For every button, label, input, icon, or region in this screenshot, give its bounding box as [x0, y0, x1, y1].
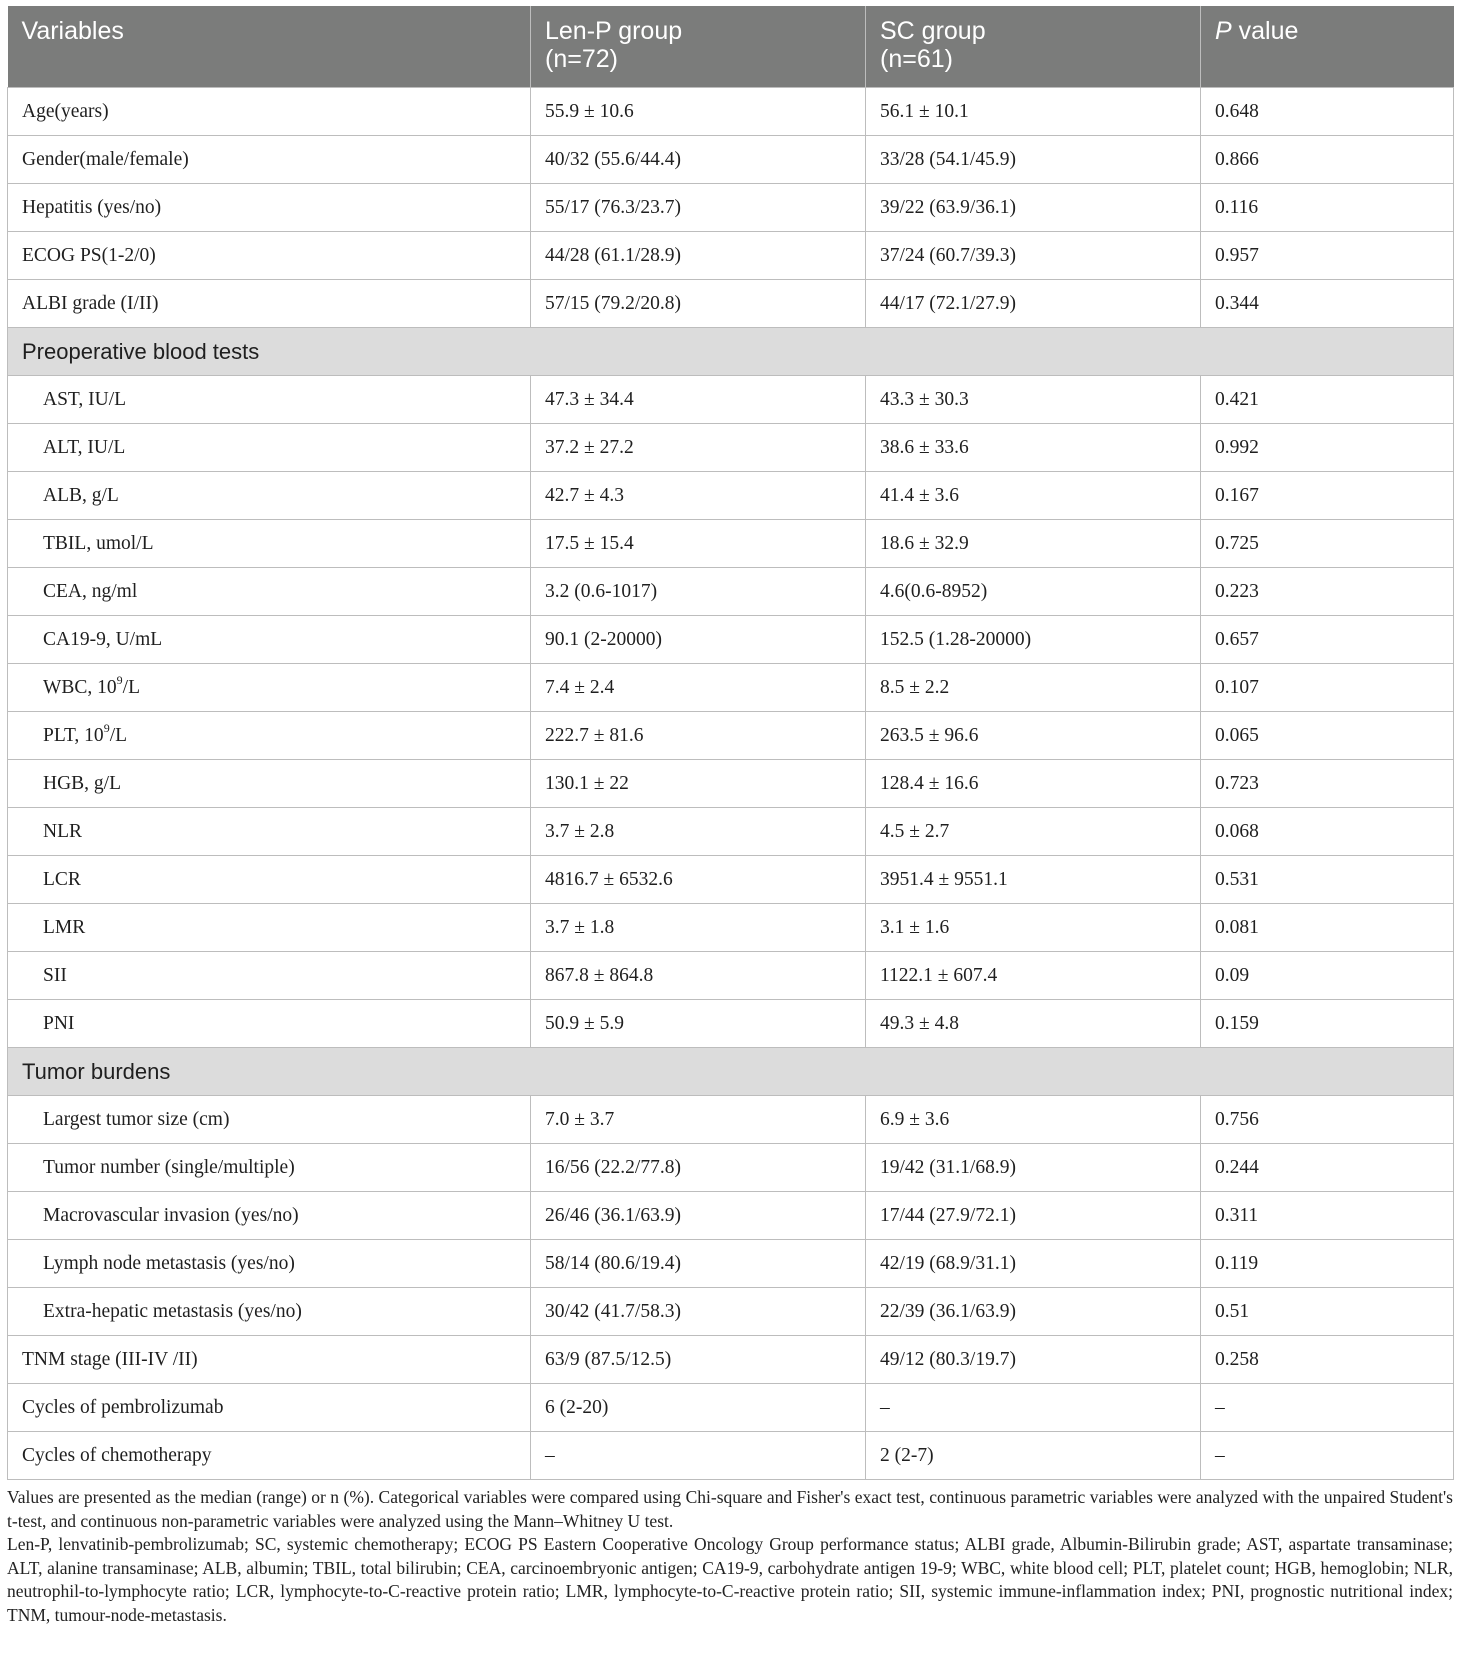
variable-label [8, 520, 531, 568]
p-value: 0.344 [1201, 280, 1454, 328]
variable-label [8, 568, 531, 616]
table-row [8, 568, 1454, 616]
lenp-value: 867.8 ± 864.8 [531, 952, 866, 1000]
table-row [8, 808, 1454, 856]
section-row [8, 328, 1454, 376]
sc-value: 8.5 ± 2.2 [866, 664, 1201, 712]
table-row [8, 1432, 1454, 1480]
sc-value: 44/17 (72.1/27.9) [866, 280, 1201, 328]
sc-value: 49/12 (80.3/19.7) [866, 1336, 1201, 1384]
table-row [8, 616, 1454, 664]
sc-value: 1122.1 ± 607.4 [866, 952, 1201, 1000]
p-value: 0.081 [1201, 904, 1454, 952]
variable-label-text: Extra-hepatic metastasis (yes/no) [43, 1300, 302, 1322]
lenp-value: 3.2 (0.6-1017) [531, 568, 866, 616]
lenp-value: 37.2 ± 27.2 [531, 424, 866, 472]
variable-label-text: Cycles of pembrolizumab [22, 1396, 224, 1418]
variable-label-text: NLR [43, 820, 82, 842]
lenp-value: 90.1 (2-20000) [531, 616, 866, 664]
header-sc-name: SC group [880, 17, 986, 45]
variable-label-text: AST, IU/L [43, 388, 127, 410]
sc-value: 6.9 ± 3.6 [866, 1096, 1201, 1144]
p-value: 0.09 [1201, 952, 1454, 1000]
variable-label [8, 1096, 531, 1144]
lenp-value: 50.9 ± 5.9 [531, 1000, 866, 1048]
variable-label-superscript: 9 [103, 721, 110, 735]
variable-label-text: ECOG PS(1-2/0) [22, 244, 156, 266]
lenp-value: 26/46 (36.1/63.9) [531, 1192, 866, 1240]
variable-label-text: Cycles of chemotherapy [22, 1444, 212, 1466]
lenp-value: 44/28 (61.1/28.9) [531, 232, 866, 280]
p-value: 0.756 [1201, 1096, 1454, 1144]
variable-label [8, 904, 531, 952]
sc-value: 42/19 (68.9/31.1) [866, 1240, 1201, 1288]
header-lenp-group [531, 6, 866, 88]
p-value: 0.725 [1201, 520, 1454, 568]
p-value: 0.065 [1201, 712, 1454, 760]
variable-label [8, 88, 531, 136]
lenp-value: 30/42 (41.7/58.3) [531, 1288, 866, 1336]
sc-value: 33/28 (54.1/45.9) [866, 136, 1201, 184]
header-lenp-name: Len-P group [545, 17, 683, 45]
variable-label [8, 664, 531, 712]
lenp-value: 57/15 (79.2/20.8) [531, 280, 866, 328]
variable-label-text: CEA, ng/ml [43, 580, 138, 602]
variable-label-text: Age(years) [22, 100, 109, 122]
variable-label [8, 616, 531, 664]
lenp-value: 7.0 ± 3.7 [531, 1096, 866, 1144]
variable-label-text: ALB, g/L [43, 484, 119, 506]
header-variables: Variables [8, 6, 531, 88]
variable-label-text: PLT, 10 [43, 724, 104, 746]
variable-label-unit: /L [122, 676, 141, 698]
sc-value: 2 (2-7) [866, 1432, 1201, 1480]
variable-label-text: ALT, IU/L [43, 436, 126, 458]
table-row [8, 472, 1454, 520]
variable-label [8, 424, 531, 472]
table-row [8, 664, 1454, 712]
table-row [8, 1000, 1454, 1048]
table-row [8, 88, 1454, 136]
variable-label [8, 472, 531, 520]
lenp-value: 58/14 (80.6/19.4) [531, 1240, 866, 1288]
variable-label [8, 280, 531, 328]
variable-label [8, 712, 531, 760]
variable-label-text: Lymph node metastasis (yes/no) [43, 1252, 295, 1274]
p-value: 0.116 [1201, 184, 1454, 232]
variable-label [8, 1192, 531, 1240]
table-row [8, 1336, 1454, 1384]
table-row [8, 1192, 1454, 1240]
variable-label-text: Hepatitis (yes/no) [22, 196, 162, 218]
variable-label-text: HGB, g/L [43, 772, 121, 794]
table-row [8, 136, 1454, 184]
variable-label-text: Tumor number (single/multiple) [43, 1156, 295, 1178]
table-row [8, 376, 1454, 424]
lenp-value: 63/9 (87.5/12.5) [531, 1336, 866, 1384]
table-row [8, 760, 1454, 808]
p-value: 0.992 [1201, 424, 1454, 472]
table-row [8, 232, 1454, 280]
variable-label-unit: /L [109, 724, 128, 746]
lenp-value: 3.7 ± 2.8 [531, 808, 866, 856]
sc-value: 56.1 ± 10.1 [866, 88, 1201, 136]
sc-value: 152.5 (1.28-20000) [866, 616, 1201, 664]
p-value: 0.51 [1201, 1288, 1454, 1336]
variable-label [8, 1432, 531, 1480]
variable-label [8, 808, 531, 856]
variable-label-text: Gender(male/female) [22, 148, 189, 170]
sc-value: 19/42 (31.1/68.9) [866, 1144, 1201, 1192]
header-sc-n: (n=61) [880, 45, 953, 73]
footnote-methods: Values are presented as the median (range) or n (%). Categorical variables were compared using Chi-square and Fisher's exact test, continuous parametric variables were analyzed with the unpaired Student's t-test, and continuous non-parametric variables were analyzed using the Mann–Whitney U test. [7, 1487, 1453, 1531]
lenp-value: 3.7 ± 1.8 [531, 904, 866, 952]
lenp-value: 42.7 ± 4.3 [531, 472, 866, 520]
table-row [8, 904, 1454, 952]
p-value: 0.223 [1201, 568, 1454, 616]
p-value: – [1201, 1384, 1454, 1432]
lenp-value: 6 (2-20) [531, 1384, 866, 1432]
table-row [8, 1384, 1454, 1432]
variable-label-text: TBIL, umol/L [43, 532, 154, 554]
sc-value: 17/44 (27.9/72.1) [866, 1192, 1201, 1240]
p-value: 0.657 [1201, 616, 1454, 664]
section-header: Preoperative blood tests [8, 328, 1454, 376]
header-p-rest: value [1231, 17, 1299, 45]
sc-value: 3951.4 ± 9551.1 [866, 856, 1201, 904]
sc-value: 37/24 (60.7/39.3) [866, 232, 1201, 280]
lenp-value: 130.1 ± 22 [531, 760, 866, 808]
p-value: 0.167 [1201, 472, 1454, 520]
table-row [8, 856, 1454, 904]
table-body [8, 88, 1454, 1480]
lenp-value: – [531, 1432, 866, 1480]
footnote-abbreviations: Len-P, lenvatinib-pembrolizumab; SC, systemic chemotherapy; ECOG PS Eastern Cooperative Oncology Group performance status; ALBI grade, Albumin-Bilirubin grade; AST, aspartate transaminase; ALT, alanine transaminase; ALB, albumin; TBIL, total bilirubin; CEA, carcinoembryonic antigen; CA19-9, carbohydrate antigen 19-9; WBC, white blood cell; PLT, platelet count; HGB, hemoglobin; NLR, neutrophil-to-lymphocyte ratio; LCR, lymphocyte-to-C-reactive protein ratio; LMR, lymphocyte-to-C-reactive protein ratio; SII, systemic immune-inflammation index; PNI, prognostic nutritional index; TNM, tumour-node-metastasis. [7, 1534, 1453, 1625]
table-row [8, 1288, 1454, 1336]
p-value: 0.723 [1201, 760, 1454, 808]
sc-value: 39/22 (63.9/36.1) [866, 184, 1201, 232]
section-row [8, 1048, 1454, 1096]
table-row [8, 712, 1454, 760]
sc-value: 263.5 ± 96.6 [866, 712, 1201, 760]
sc-value: 4.6(0.6-8952) [866, 568, 1201, 616]
variable-label [8, 136, 531, 184]
variable-label [8, 856, 531, 904]
variable-label-text: SII [43, 964, 67, 986]
table-row [8, 424, 1454, 472]
sc-value: 128.4 ± 16.6 [866, 760, 1201, 808]
p-value: 0.957 [1201, 232, 1454, 280]
p-value: 0.068 [1201, 808, 1454, 856]
variable-label [8, 760, 531, 808]
p-value: 0.648 [1201, 88, 1454, 136]
sc-value: 38.6 ± 33.6 [866, 424, 1201, 472]
p-value: – [1201, 1432, 1454, 1480]
table-header [8, 6, 1454, 88]
variable-label [8, 1384, 531, 1432]
p-value: 0.244 [1201, 1144, 1454, 1192]
p-value: 0.311 [1201, 1192, 1454, 1240]
variable-label [8, 376, 531, 424]
table-row [8, 520, 1454, 568]
variable-label-superscript: 9 [116, 673, 123, 687]
p-value: 0.421 [1201, 376, 1454, 424]
p-value: 0.258 [1201, 1336, 1454, 1384]
sc-value: 41.4 ± 3.6 [866, 472, 1201, 520]
lenp-value: 16/56 (22.2/77.8) [531, 1144, 866, 1192]
sc-value: – [866, 1384, 1201, 1432]
variable-label [8, 1000, 531, 1048]
variable-label [8, 1336, 531, 1384]
variable-label [8, 184, 531, 232]
variable-label-text: CA19-9, U/mL [43, 628, 163, 650]
p-value: 0.531 [1201, 856, 1454, 904]
lenp-value: 55/17 (76.3/23.7) [531, 184, 866, 232]
variable-label-text: WBC, 10 [43, 676, 117, 698]
lenp-value: 7.4 ± 2.4 [531, 664, 866, 712]
baseline-characteristics-table [7, 6, 1454, 1480]
header-sc-group [866, 6, 1201, 88]
lenp-value: 222.7 ± 81.6 [531, 712, 866, 760]
lenp-value: 4816.7 ± 6532.6 [531, 856, 866, 904]
sc-value: 22/39 (36.1/63.9) [866, 1288, 1201, 1336]
table-row [8, 952, 1454, 1000]
header-p-italic: P [1215, 17, 1232, 45]
variable-label [8, 232, 531, 280]
sc-value: 43.3 ± 30.3 [866, 376, 1201, 424]
variable-label [8, 952, 531, 1000]
table-row [8, 1096, 1454, 1144]
p-value: 0.119 [1201, 1240, 1454, 1288]
variable-label [8, 1288, 531, 1336]
table-footnotes [7, 1486, 1453, 1627]
table-row [8, 1144, 1454, 1192]
lenp-value: 17.5 ± 15.4 [531, 520, 866, 568]
p-value: 0.159 [1201, 1000, 1454, 1048]
variable-label [8, 1240, 531, 1288]
variable-label-text: ALBI grade (I/II) [22, 292, 159, 314]
p-value: 0.866 [1201, 136, 1454, 184]
variable-label-text: Macrovascular invasion (yes/no) [43, 1204, 299, 1226]
variable-label-text: Largest tumor size (cm) [43, 1108, 230, 1130]
sc-value: 49.3 ± 4.8 [866, 1000, 1201, 1048]
section-header: Tumor burdens [8, 1048, 1454, 1096]
sc-value: 18.6 ± 32.9 [866, 520, 1201, 568]
variable-label-text: LMR [43, 916, 86, 938]
header-lenp-n: (n=72) [545, 45, 618, 73]
lenp-value: 55.9 ± 10.6 [531, 88, 866, 136]
lenp-value: 47.3 ± 34.4 [531, 376, 866, 424]
table-row [8, 280, 1454, 328]
sc-value: 3.1 ± 1.6 [866, 904, 1201, 952]
lenp-value: 40/32 (55.6/44.4) [531, 136, 866, 184]
variable-label-text: TNM stage (III-IV /II) [22, 1348, 198, 1370]
p-value: 0.107 [1201, 664, 1454, 712]
header-p-value [1201, 6, 1454, 88]
variable-label [8, 1144, 531, 1192]
table-container [7, 6, 1453, 1627]
sc-value: 4.5 ± 2.7 [866, 808, 1201, 856]
table-row [8, 1240, 1454, 1288]
variable-label-text: LCR [43, 868, 81, 890]
variable-label-text: PNI [43, 1012, 75, 1034]
table-row [8, 184, 1454, 232]
